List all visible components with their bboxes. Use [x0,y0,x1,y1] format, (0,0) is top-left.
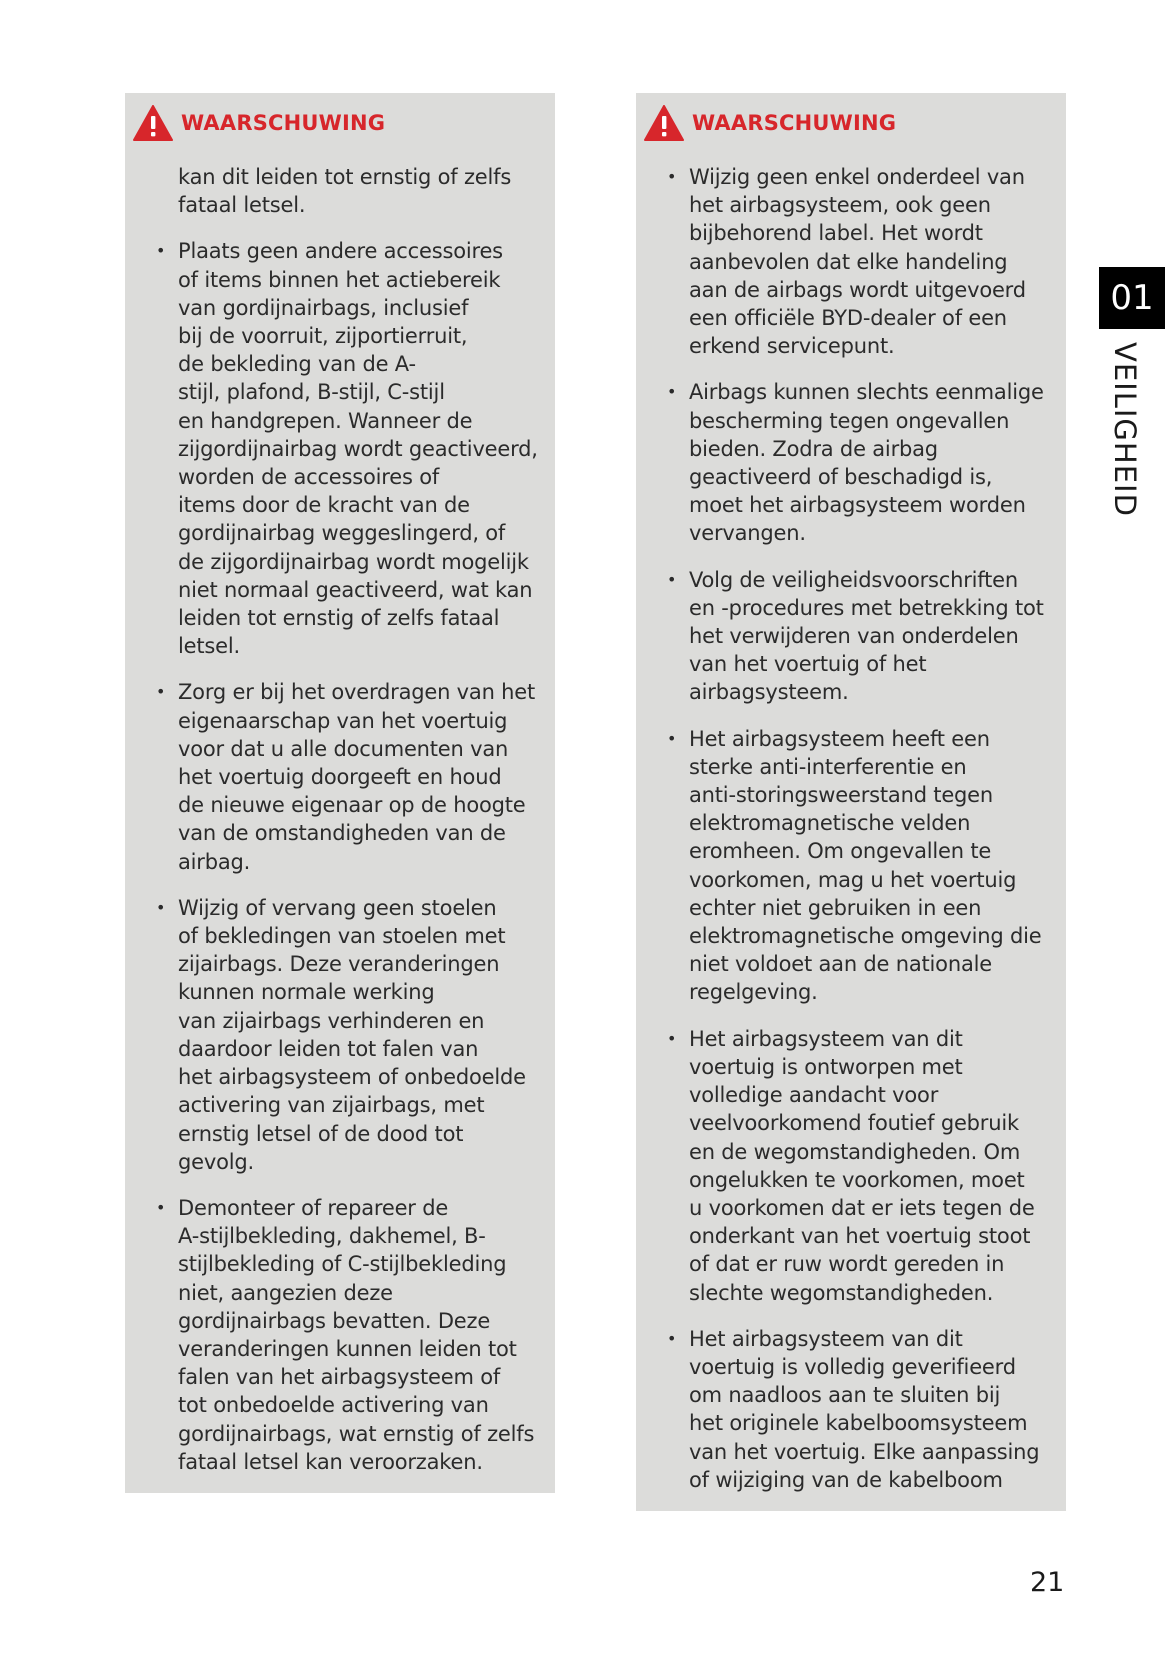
warning-content [689,163,1052,1512]
warning-title: WAARSCHUWING [181,111,386,135]
warning-triangle-icon [133,105,173,141]
warning-box-left [125,93,555,1493]
bullet-item: • Het airbagsysteem van dit voertuig is ontworpen met volledige aandacht voor veelvoorkomend foutief gebruik en de wegomstandigheden. Om ongelukken te voorkomen, moet u voorkomen dat er iets tegen de onderkant van het voertuig stoot of dat er ruw wordt gereden in slechte wegomstandigheden. [689,1025,1052,1307]
chapter-label-container [1108,342,1158,517]
bullet-item: • Plaats geen andere accessoires of items binnen het actiebereik van gordijnairbags, inclusief bij de voorruit, zijportierruit, de bekleding van de A- stijl, plafond, B-stijl, C-stijl en handgrepen. Wanneer de zijgordijnairbag wordt geactiveerd, worden de accessoires of items door de kracht van de gordijnairbag weggeslingerd, of de zijgordijnairbag wordt mogelijk niet normaal geactiveerd, wat kan leiden tot ernstig of zelfs fataal letsel. [178,237,541,660]
chapter-title: VEILIGHEID [1108,342,1142,517]
continuation-text: kan dit leiden tot ernstig of zelfs fataal letsel. [178,165,512,218]
bullet-item: • Airbags kunnen slechts eenmalige bescherming tegen ongevallen bieden. Zodra de airbag geactiveerd of beschadigd is, moet het airbagsysteem worden vervangen. [689,378,1052,547]
bullet-item: • Het airbagsysteem heeft een sterke anti-interferentie en anti-storingsweerstand tegen elektromagnetische velden eromheen. Om ongevallen te voorkomen, mag u het voertuig echter niet gebruiken in een elektromagnetische omgeving die niet voldoet aan de nationale regelgeving. [689,725,1052,1007]
warning-triangle-icon [644,105,684,141]
bullet-item: • Demonteer of repareer de A-stijlbekleding, dakhemel, B- stijlbekleding of C-stijlbekleding niet, aangezien deze gordijnairbags bevatten. Deze veranderingen kunnen leiden tot falen van het airbagsysteem of tot onbedoelde activering van gordijnairbags, wat ernstig of zelfs fataal letsel kan veroorzaken. [178,1194,541,1476]
warning-header [644,105,896,141]
warning-header [133,105,385,141]
bullet-item: • Wijzig of vervang geen stoelen of bekledingen van stoelen met zijairbags. Deze veranderingen kunnen normale werking van zijairbags verhinderen en daardoor leiden tot falen van het airbagsysteem of onbedoelde activering van zijairbags, met ernstig letsel of de dood tot gevolg. [178,894,541,1176]
bullet-item: • Zorg er bij het overdragen van het eigenaarschap van het voertuig voor dat u alle documenten van het voertuig doorgeeft en houd de nieuwe eigenaar op de hoogte van de omstandigheden van de airbag. [178,678,541,875]
warning-content [178,163,541,1494]
bullet-item: • Wijzig geen enkel onderdeel van het airbagsysteem, ook geen bijbehorend label. Het wordt aanbevolen dat elke handeling aan de airbags wordt uitgevoerd een officiële BYD-dealer of een erkend servicepunt. [689,163,1052,360]
warning-box-right [636,93,1066,1511]
bullet-item: • Volg de veiligheidsvoorschriften en -procedures met betrekking tot het verwijderen van onderdelen van het voertuig of het airbagsysteem. [689,566,1052,707]
warning-title: WAARSCHUWING [692,111,897,135]
page-number: 21 [1030,1567,1065,1598]
bullet-item: • Het airbagsysteem van dit voertuig is volledig geverifieerd om naadloos aan te sluiten bij het originele kabelboomsysteem van het voertuig. Elke aanpassing of wijziging van de kabelboom [689,1325,1052,1494]
chapter-number-tab: 01 [1099,267,1165,329]
